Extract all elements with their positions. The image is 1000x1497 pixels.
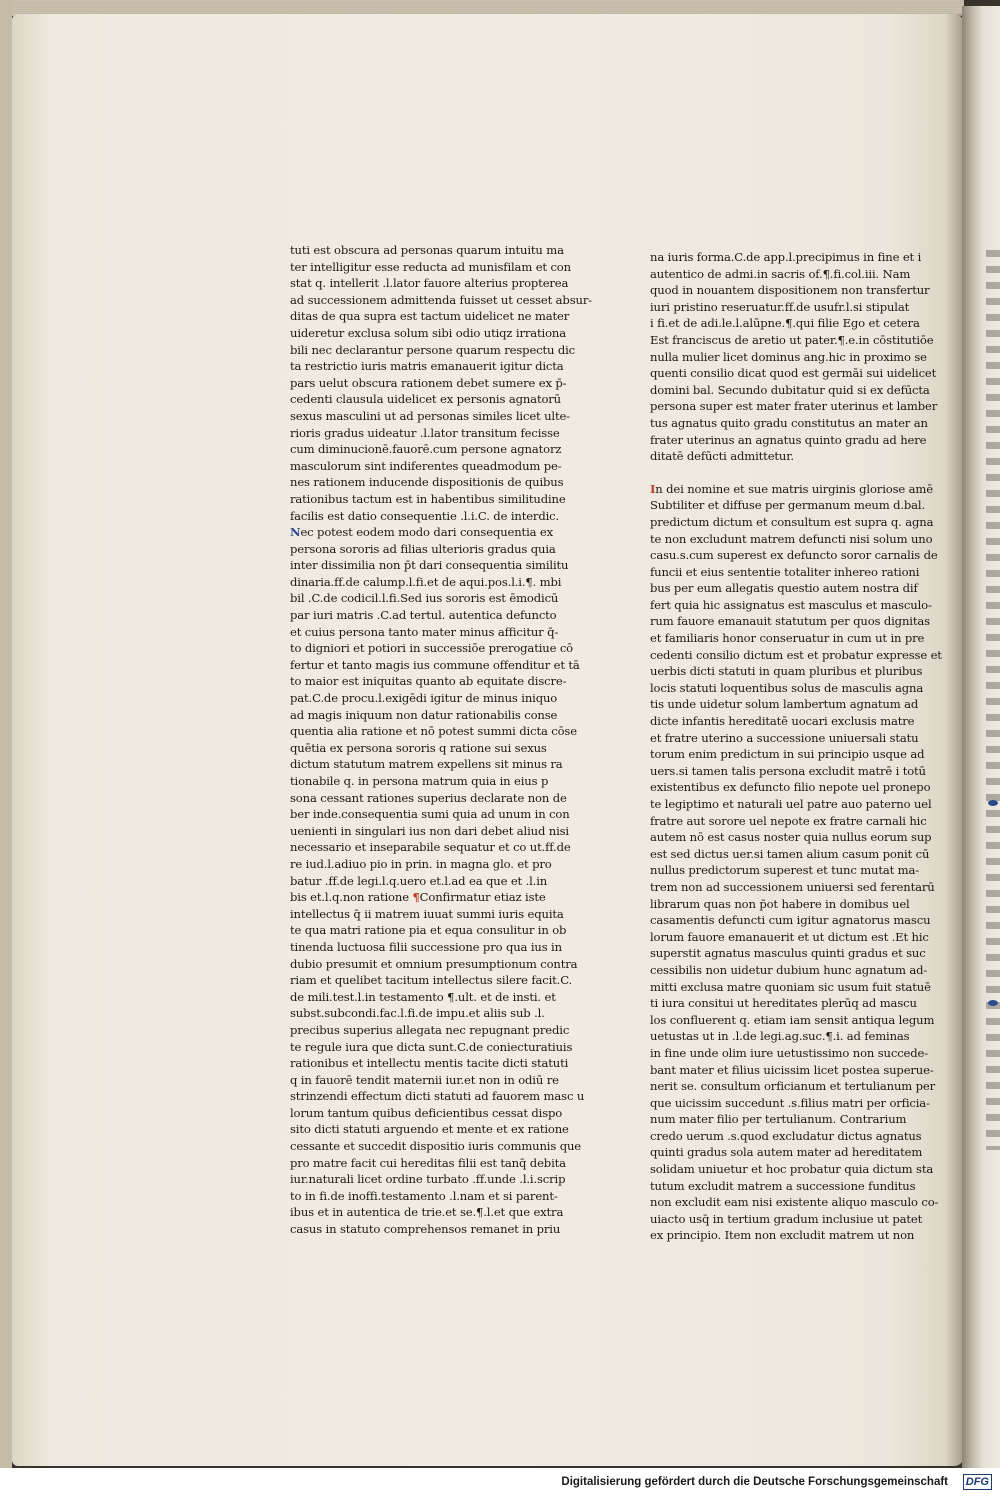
text-line: persona sororis ad filias ulterioris gradus quia (290, 541, 556, 556)
text-line: domini bal. Secundo dubitatur quid si ex defūcta (650, 382, 930, 397)
text-line: dubio presumit et omnium presumptionum contra (290, 956, 578, 971)
text-line: ta restrictio iuris matris emanauerit igitur dicta (290, 359, 564, 374)
text-line: fert quia hic assignatus est masculus et masculo- (650, 597, 932, 612)
right-column-section-2 (650, 481, 942, 1244)
text-line: torum enim predictum in sui principio usque ad (650, 747, 925, 762)
text-line: cessante et succedit dispositio iuris communis que (290, 1139, 581, 1154)
text-line: quinti gradus sola autem mater ad hereditatem (650, 1145, 923, 1160)
text-line: sona cessant rationes superius declarate non de (290, 790, 567, 805)
text-line: uerbis dicti statuti in quam pluribus et pluribus (650, 664, 923, 679)
text-line: to maior est iniquitas quanto ab equitate discre- (290, 674, 567, 689)
text-line: rationibus et intellectu mentis tacite dicti statuti (290, 1056, 569, 1071)
text-line: trem non ad successionem uniuersi sed ferentarū (650, 879, 935, 894)
text-line: los confluerent q. etiam iam sensit antiqua legum (650, 1012, 935, 1027)
text-line: rioris gradus uideatur .l.lator transitum fecisse (290, 425, 560, 440)
text-line: na iuris forma.C.de app.l.precipimus in fine et i (650, 250, 922, 264)
text-line: nulla mulier licet dominus ang.hic in proximo se (650, 349, 927, 364)
text-line: inter dissimilia non p̄t dari consequentia similitu (290, 558, 569, 573)
text-line: Subtiliter et diffuse per germanum meum d.bal. (650, 498, 926, 513)
text-line: ad magis iniquum non datur rationabilis conse (290, 707, 558, 722)
text-line: bil .C.de codicil.l.fi.Sed ius sororis est ēmodicū (290, 591, 559, 606)
text-line: dictum statutum matrem expellens sit minus ra (290, 757, 563, 772)
text-line: tinenda luctuosa filii successione pro qua ius in (290, 939, 562, 954)
text-line: ber inde.consequentia sumi quia ad unum in con (290, 807, 570, 822)
text-line: sito dicti statuti arguendo et mente et ex ratione (290, 1122, 569, 1137)
text-line: lorum tantum quibus deficientibus cessat dispo (290, 1105, 563, 1120)
text-line: pat.C.de procu.l.exigēdi igitur de minus iniquo (290, 691, 558, 706)
text-line: cessibilis non uidetur dubium hunc agnatum ad- (650, 962, 928, 977)
text-line: uiacto usq̄ in tertium gradum inclusiue ut patet (650, 1211, 923, 1226)
text-line: precibus superius allegata nec repugnant predic (290, 1022, 570, 1037)
right-column-section-1 (650, 249, 938, 465)
text-line: autem nō est casus noster quia nullus eorum sup (650, 830, 932, 845)
funding-credit: Digitalisierung gefördert durch die Deutsche Forschungsgemeinschaft (561, 1476, 948, 1488)
text-line: te non excludunt matrem defuncti nisi solum uno (650, 531, 933, 546)
text-line: in fine unde olim iure uetustissimo non succede- (650, 1045, 929, 1060)
text-line: librarum quas non p̄ot habere in domibus uel (650, 896, 910, 911)
text-line: necessario et inseparabile sequatur et co ut.ff.de (290, 840, 571, 855)
text-line: et familiaris honor conseruatur in cum ut in pre (650, 631, 925, 646)
text-line: predictum dictum et consultum est supra q. agna (650, 514, 934, 529)
text-line: te regule iura que dicta sunt.C.de coniecturatiuis (290, 1039, 573, 1054)
text-line: et fratre uterino a successione uniuersali statu (650, 730, 919, 745)
text-line: stat q. intellerit .l.lator fauore alterius propterea (290, 276, 569, 291)
text-line: Nec potest eodem modo dari consequentia ex (290, 525, 554, 540)
text-line: ti iura consitui ut hereditates plerūq ad mascu (650, 996, 917, 1011)
text-line: to in fi.de inoffi.testamento .l.nam et si parent- (290, 1188, 558, 1203)
rubric-initial: ¶ (412, 890, 420, 905)
text-line: casu.s.cum superest ex defuncto soror carnalis de (650, 548, 938, 563)
right-text-column (650, 249, 942, 1244)
text-line: tuti est obscura ad personas quarum intuitu ma (290, 243, 564, 257)
text-line: mitti exclusa matre quoniam sic usum fuit statuē (650, 979, 931, 994)
text-line: de mili.test.l.in testamento ¶.ult. et de insti. et (290, 989, 556, 1004)
left-text-column (290, 242, 592, 1238)
text-line: uers.si tamen talis persona excludit matrē i totū (650, 763, 926, 778)
text-line: masculorum sint indiferentes queadmodum pe- (290, 458, 562, 473)
facing-page-rubric-mark (988, 1000, 998, 1006)
text-line: fratre aut sorore uel nepote ex fratre carnali hic (650, 813, 927, 828)
text-line: intellectus q̄ ii matrem iuuat summi iuris equita (290, 906, 564, 921)
text-line: batur .ff.de legi.l.q.uero et.l.ad ea que et .l.in (290, 873, 548, 888)
text-line: num mater filio per tertulianum. Contrarium (650, 1112, 907, 1127)
rubric-initial: N (290, 525, 301, 540)
text-line: autentico de admi.in sacris of.¶.fi.col.iii. Nam (650, 266, 911, 281)
text-line: uetustas ut in .l.de legi.ag.suc.¶.i. ad feminas (650, 1029, 910, 1044)
text-line: subst.subcondi.fac.l.fi.de impu.et aliis sub .l. (290, 1006, 545, 1021)
text-line: quod in nouantem dispositionem non transfertur (650, 283, 930, 298)
text-line: riam et quelibet tacitum intellectus silere facit.C. (290, 973, 573, 988)
text-line: ditatē defūcti admittetur. (650, 449, 794, 464)
text-line: et cuius persona tanto mater minus afficitur q̄- (290, 624, 559, 639)
text-line: casamentis defuncti cum igitur agnatorus mascu (650, 913, 931, 928)
text-line: nerit se. consultum orficianum et tertulianum per (650, 1079, 936, 1094)
text-line: ad successionem admittenda fuisset ut cesset absur- (290, 292, 592, 307)
text-line: rum fauore emanauit statutum per quos dignitas (650, 614, 930, 629)
text-line: tus agnatus quito gradu constitutus an mater an (650, 415, 928, 430)
text-line: funcii et eius sententie totaliter inhereo rationi (650, 564, 920, 579)
text-line: facilis est datio consequentie .l.i.C. de interdic. (290, 508, 560, 523)
footer-bar (0, 1468, 1000, 1497)
text-line: iur.naturali licet ordine turbato .ff.unde .l.i.scrip (290, 1172, 566, 1187)
text-line: Est franciscus de aretio ut pater.¶.e.in cōstitutiōe (650, 332, 934, 347)
text-line: quentia alia ratione et nō potest summi dicta cōse (290, 724, 577, 739)
text-line: bus per eum allegatis questio autem nostra dif (650, 581, 918, 596)
text-line: tis unde uidetur solum lambertum agnatum ad (650, 697, 919, 712)
text-line: re iud.l.adiuo pio in prin. in magna glo. et pro (290, 856, 552, 871)
text-line: ibus et in autentica de trie.et se.¶.l.et que extra (290, 1205, 564, 1220)
text-line: ditas de qua supra est tactum uidelicet ne mater (290, 309, 570, 324)
text-line: sexus masculini ut ad personas similes licet ulte- (290, 408, 570, 423)
text-line: ex principio. Item non excludit matrem ut non (650, 1228, 915, 1243)
text-line: bis et.l.q.non ratione ¶Confirmatur etiaz iste (290, 890, 546, 905)
text-line: non excludit eam nisi existente aliquo masculo co- (650, 1195, 939, 1210)
text-line: existentibus ex defuncto filio nepote uel pronepo (650, 780, 931, 795)
text-line: pars uelut obscura rationem debet sumere ex p̄- (290, 375, 567, 390)
text-line: rationibus tactum est in habentibus similitudine (290, 491, 566, 506)
rubric-initial: I (650, 481, 656, 496)
text-line: nes rationem inducende dispositionis de quibus (290, 475, 564, 490)
text-line: que uicissim succedunt .s.filius matri per orficia- (650, 1095, 930, 1110)
text-line: uideretur exclusa solum sibi odio utiqz irrationa (290, 325, 566, 340)
facing-page-text (986, 250, 1000, 1150)
text-line: te legiptimo et naturali uel patre auo paterno uel (650, 797, 932, 811)
text-line: q in fauorē tendit maternii iur.et non in odiū re (290, 1072, 559, 1087)
page-stack-edge (0, 0, 12, 1470)
text-line: persona super est mater frater uterinus et lamber (650, 399, 938, 414)
text-line: te qua matri ratione pia et equa consulitur in ob (290, 923, 567, 938)
text-line: locis statuti loquentibus solus de masculis agna (650, 680, 924, 695)
text-line: solidam uniuetur et hoc probatur quia dictum sta (650, 1162, 934, 1177)
text-line: quētia ex persona sororis q ratione sui sexus (290, 740, 547, 755)
text-line: casus in statuto comprehensos remanet in priu (290, 1222, 561, 1237)
text-line: to digniori et potiori in successiōe prerogatiue cō (290, 641, 573, 656)
text-line: In dei nomine et sue matris uirginis gloriose amē (650, 481, 933, 496)
facing-page-rubric-mark (988, 800, 998, 806)
text-line: uenienti in singulari ius non dari debet aliud nisi (290, 823, 569, 838)
paragraph-gap (650, 465, 910, 481)
text-line: pro matre facit cui hereditas filii est tanq̄ debita (290, 1155, 566, 1170)
dfg-logo: DFG (963, 1474, 992, 1490)
text-line: cedenti clausula uidelicet ex personis agnatorū (290, 392, 561, 407)
text-line: superstit agnatus masculus quinti gradus et suc (650, 946, 926, 961)
text-line: est sed dictus uer.si tamen alium casum ponit cū (650, 846, 930, 861)
text-line: cedenti consilio dictum est et probatur expresse et (650, 647, 942, 662)
text-line: frater uterinus an agnatus quinto gradu ad here (650, 432, 927, 447)
text-line: strinzendi effectum dicti statuti ad fauorem masc u (290, 1089, 585, 1104)
text-line: ter intelligitur esse reducta ad munisfilam et con (290, 259, 571, 274)
text-line: bant mater et filius uicissim licet postea superue- (650, 1062, 934, 1077)
text-line: credo uerum .s.quod excludatur dictus agnatus (650, 1128, 922, 1143)
text-line: bili nec declarantur persone quarum respectu dic (290, 342, 576, 357)
text-line: nullus predictorum superest et tunc mutat ma- (650, 863, 920, 878)
text-line: lorum fauore emanauerit et ut dictum est .Et hic (650, 929, 929, 944)
text-line: quenti consilio dicat quod est germāi sui uidelicet (650, 366, 937, 381)
text-line: cum diminucionē.fauorē.cum persone agnatorz (290, 442, 562, 457)
text-line: dicte infantis hereditatē uocari exclusis matre (650, 714, 915, 729)
text-line: dinaria.ff.de calump.l.fi.et de aqui.pos.l.i.¶. mbi (290, 574, 562, 589)
text-line: tutum excludit matrem a successione funditus (650, 1178, 916, 1193)
text-line: iuri pristino reseruatur.ff.de usufr.l.si stipulat (650, 299, 910, 314)
text-line: i fi.et de adi.le.l.alūpne.¶.qui filie Ego et cetera (650, 316, 920, 331)
text-line: fertur et tanto magis ius commune offenditur et tā (290, 657, 580, 672)
text-line: tionabile q. in persona matrum quia in eius p (290, 774, 549, 788)
text-line: par iuri matris .C.ad tertul. autentica defuncto (290, 608, 557, 623)
